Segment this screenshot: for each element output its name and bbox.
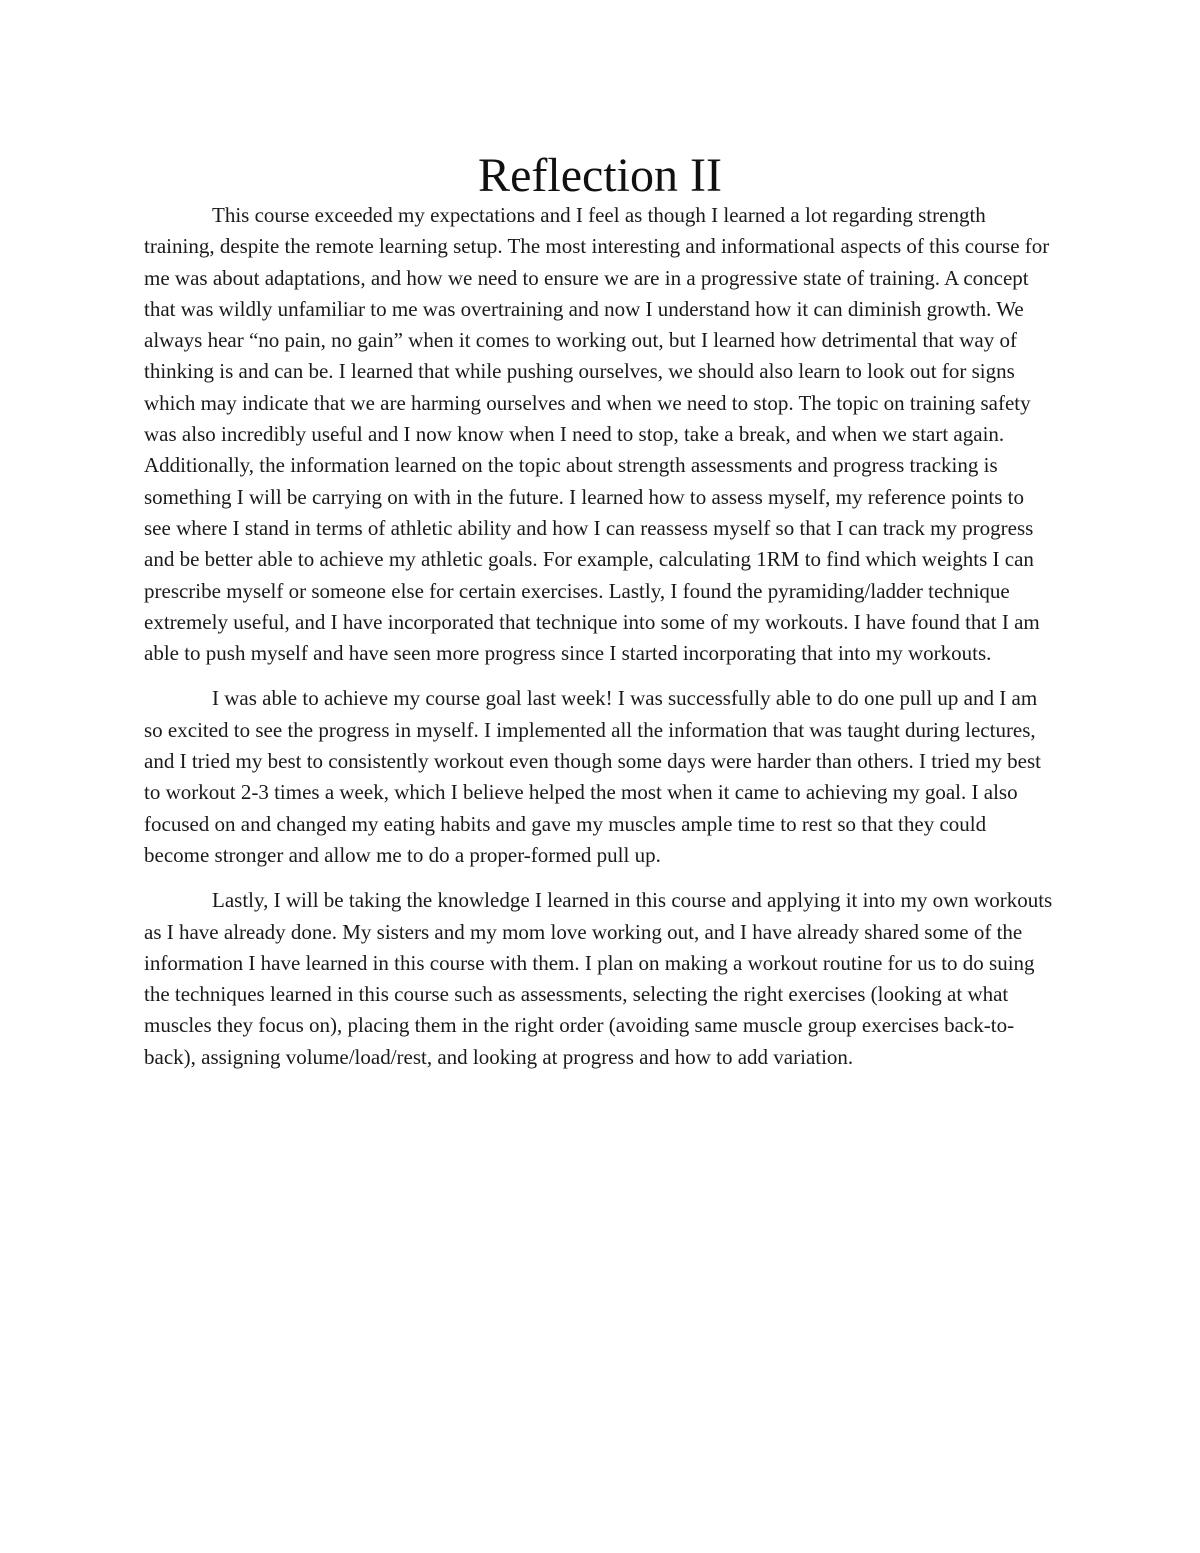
page-title: Reflection II [478, 149, 722, 202]
paragraph-2: I was able to achieve my course goal last week! I was successfully able to do one pull up and I am so excited to see the progress in myself. I implemented all the information that was taught during lectures, and I tried my best to consistently workout even though some days were harder than others. I tried my best to workout 2-3 times a week, which I believe helped the most when it came to achieving my goal. I also focused on and changed my eating habits and gave my muscles ample time to rest so that they could become stronger and allow me to do a proper-formed pull up. [144, 686, 1041, 867]
paragraph-3: Lastly, I will be taking the knowledge I learned in this course and applying it into my own workouts as I have already done. My sisters and my mom love working out, and I have already shared some of the information I have learned in this course with them. I plan on making a workout routine for us to do suing the techniques learned in this course such as assessments, selecting the right exercises (looking at what muscles they focus on), placing them in the right order (avoiding same muscle group exercises back-to-back), assigning volume/load/rest, and looking at progress and how to add variation. [144, 888, 1053, 1069]
paragraph-1: This course exceeded my expectations and I feel as though I learned a lot regarding strength training, despite the remote learning setup. The most interesting and informational aspects of this course for me was about adaptations, and how we need to ensure we are in a progressive state of training. A concept that was wildly unfamiliar to me was overtraining and now I understand how it can diminish growth. We always hear “no pain, no gain” when it comes to working out, but I learned how detrimental that way of thinking is and can be. I learned that while pushing ourselves, we should also learn to look out for signs which may indicate that we are harming ourselves and when we need to stop. The topic on training safety was also incredibly useful and I now know when I need to stop, take a break, and when we start again. Additionally, the information learned on the topic about strength assessments and progress tracking is something I will be carrying on with in the future. I learned how to assess myself, my reference points to see where I stand in terms of athletic ability and how I can reassess myself so that I can track my progress and be better able to achieve my athletic goals. For example, calculating 1RM to find which weights I can prescribe myself or someone else for certain exercises. Lastly, I found the pyramiding/ladder technique extremely useful, and I have incorporated that technique into some of my workouts. I have found that I am able to push myself and have seen more progress since I started incorporating that into my workouts. [144, 203, 1050, 666]
document-body [144, 200, 1056, 1087]
